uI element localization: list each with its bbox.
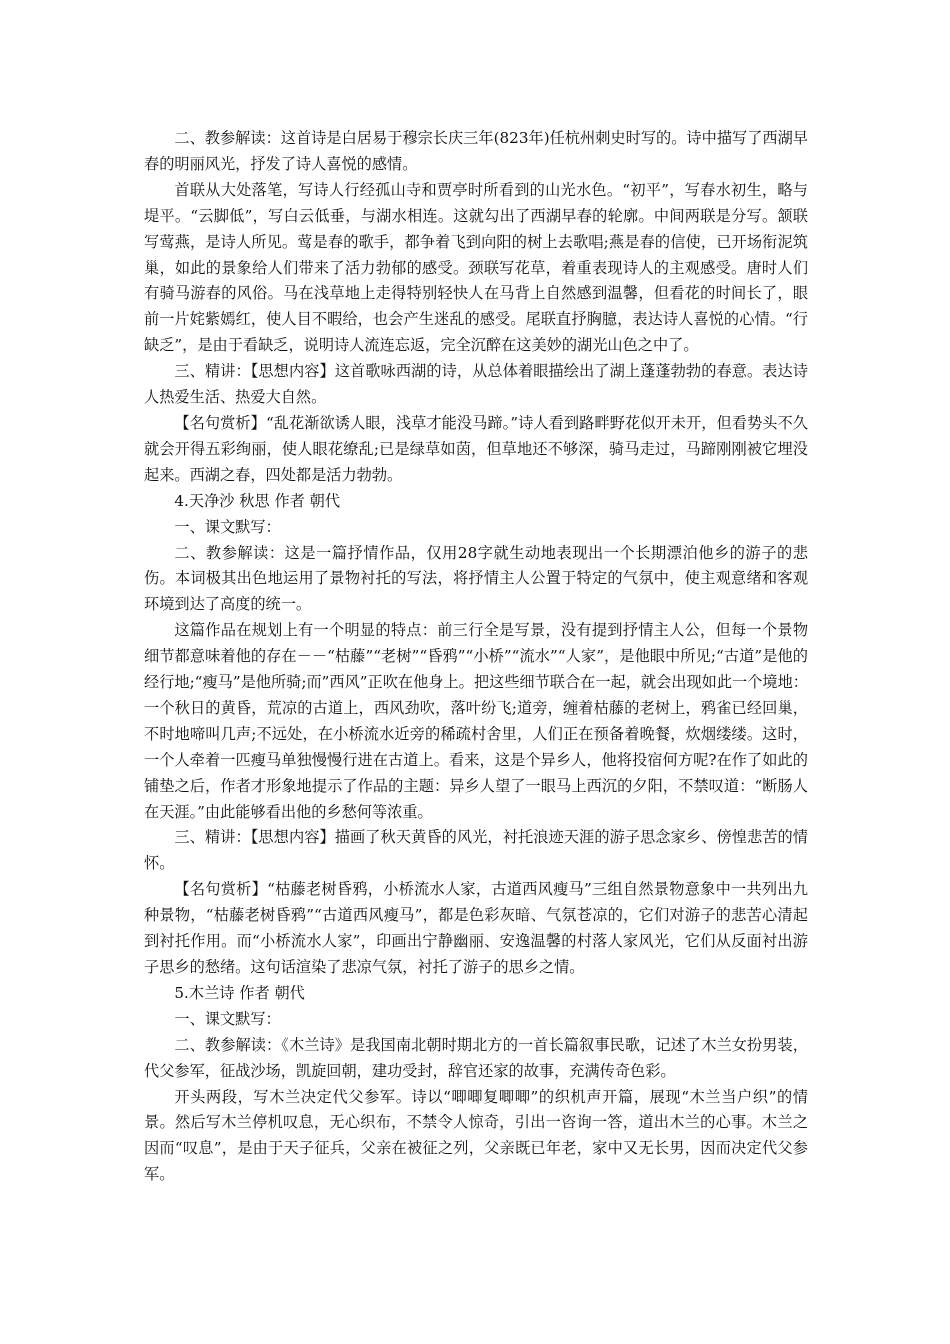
paragraph-1: 二、教参解读：这首诗是白居易于穆宗长庆三年(823年)任杭州刺史时写的。诗中描写了西湖早春的明丽风光，抒发了诗人喜悦的感情。 bbox=[144, 129, 808, 173]
paragraph-13: 二、教参解读：《木兰诗》是我国南北朝时期北方的一首长篇叙事民歌，记述了木兰女扮男装，代父参军，征战沙场，凯旋回朝，建功受封，辞官还家的故事，充满传奇色彩。 bbox=[144, 1035, 808, 1080]
paragraph-7: 二、教参解读：这是一篇抒情作品，仅用28字就生动地表现出一个长期漂泊他乡的游子的悲伤。本词极其出色地运用了景物衬托的写法，将抒情主人公置于特定的气氛中，使主观意绪和客观环境到达了高度的统一。 bbox=[144, 543, 808, 614]
paragraph-2: 首联从大处落笔，写诗人行经孤山寺和贾亭时所看到的山光水色。“初平”，写春水初生，略与堤平。“云脚低”，写白云低垂，与湖水相连。这就勾出了西湖早春的轮廓。中间两联是分写。颔联写莺燕，是诗人所见。莺是春的歌手，都争着飞到向阳的树上去歌唱;燕是春的信使，已开场衔泥筑巢，如此的景象给人们带来了活力勃郁的感受。颈联写花草，着重表现诗人的主观感受。唐时人们有骑马游春的风俗。马在浅草地上走得特别轻快人在马背上自然感到温馨，但看花的时间长了，眼前一片姹紫嫣红，使人目不暇给，也会产生迷乱的感受。尾联直抒胸臆，表达诗人喜悦的心情。“行缺乏”，是由于看缺乏，说明诗人流连忘返，完全沉醉在这美妙的湖光山色之中了。 bbox=[144, 180, 808, 355]
paragraph-8: 这篇作品在规划上有一个明显的特点：前三行全是写景，没有提到抒情主人公，但每一个景物细节都意味着他的存在－－“枯藤”“老树”“昏鸦”“小桥”“流水”“人家”，是他眼中所见;“古道”是他的经行地;“瘦马”是他所骑;而”西风”正吹在他身上。把这些细节联合在一起，就会出现如此一个境地：一个秋日的黄昏，荒凉的古道上，西风劲吹，落叶纷飞;道旁，缠着枯藤的老树上，鸦雀已经回巢，不时地啼叫几声;不远处，在小桥流水近旁的稀疏村舍里，人们正在预备着晚餐，炊烟缕缕。这时，一个人牵着一匹瘦马单独慢慢行进在古道上。看来，这是个异乡人，他将投宿何方呢?在作了如此的铺垫之后，作者才形象地提示了作品的主题：异乡人望了一眼马上西沉的夕阳，不禁叹道：“断肠人在天涯。”由此能够看出他的乡愁何等浓重。 bbox=[144, 621, 808, 821]
paragraph-9: 三、精讲：【思想内容】描画了秋天黄昏的风光，衬托浪迹天涯的游子思念家乡、傍惶悲苦的情怀。 bbox=[144, 828, 808, 873]
paragraph-6: 一、课文默写： bbox=[174, 517, 281, 536]
paragraph-3: 三、精讲：【思想内容】这首歌咏西湖的诗，从总体着眼描绘出了湖上蓬蓬勃勃的春意。表达诗人热爱生活、热爱大自然。 bbox=[144, 362, 808, 407]
document-body bbox=[144, 126, 808, 1188]
section-heading-tianjingsha: 4.天净沙 秋思 作者 朝代 bbox=[174, 491, 341, 510]
paragraph-4: 【名句赏析】“乱花渐欲诱人眼，浅草才能没马蹄。”诗人看到路畔野花似开未开，但看势头不久就会开得五彩绚丽，使人眼花缭乱;已是绿草如茵，但草地还不够深，骑马走过，马蹄刚刚被它埋没起来。西湖之春，四处都是活力勃勃。 bbox=[144, 413, 808, 484]
paragraph-12: 一、课文默写： bbox=[174, 1009, 281, 1028]
paragraph-14: 开头两段，写木兰决定代父参军。诗以“唧唧复唧唧”的织机声开篇，展现“木兰当户织”的情景。然后写木兰停机叹息，无心织布，不禁令人惊奇，引出一咨询一答，道出木兰的心事。木兰之因而“叹息”，是由于天子征兵，父亲在被征之列，父亲既已年老，家中又无长男，因而决定代父参军。 bbox=[144, 1087, 808, 1184]
paragraph-10: 【名句赏析】“枯藤老树昏鸦，小桥流水人家，古道西风瘦马”三组自然景物意象中一共列出九种景物，“枯藤老树昏鸦”“古道西风瘦马”，都是色彩灰暗、气氛苍凉的，它们对游子的悲苦心清起到衬托作用。而“小桥流水人家”，印画出宁静幽丽、安逸温馨的村落人家风光，它们从反面衬出游子思乡的愁绪。这句话渲染了悲凉气氛，衬托了游子的思乡之情。 bbox=[144, 880, 808, 976]
section-heading-mulanshi: 5.木兰诗 作者 朝代 bbox=[174, 983, 305, 1002]
